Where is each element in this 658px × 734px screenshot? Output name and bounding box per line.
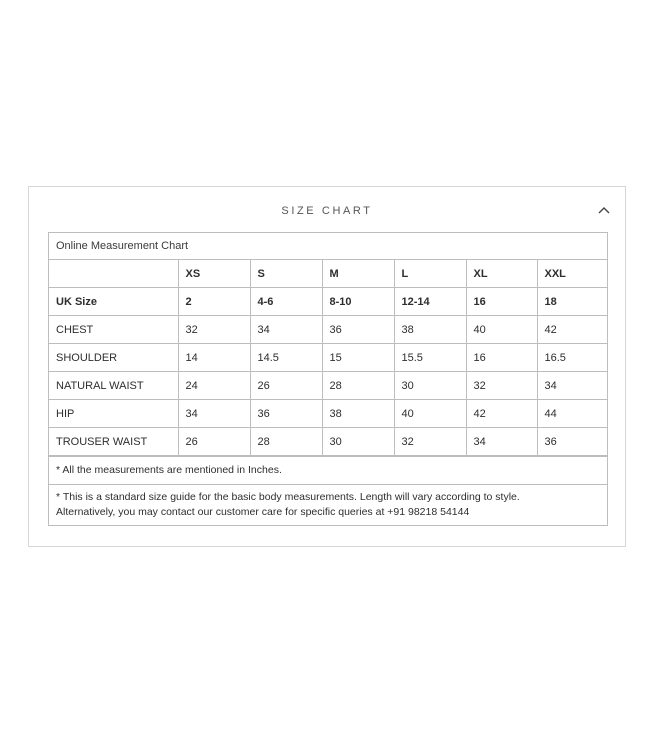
measurement-cell: 18 xyxy=(537,288,607,316)
measurement-cell: 42 xyxy=(537,316,607,344)
row-label-cell: NATURAL WAIST xyxy=(49,372,178,400)
size-guide-note xyxy=(49,484,607,525)
measurement-cell: 36 xyxy=(322,316,394,344)
chevron-up-icon xyxy=(595,201,613,219)
measurement-cell: 38 xyxy=(394,316,466,344)
measurement-cell: 24 xyxy=(178,372,250,400)
size-chart-panel xyxy=(28,186,626,547)
panel-title: SIZE CHART xyxy=(281,205,373,217)
measurement-cell: 14 xyxy=(178,344,250,372)
table-row xyxy=(49,316,607,344)
size-header-cell: XL xyxy=(466,260,537,288)
measurement-cell: 40 xyxy=(394,400,466,428)
measurement-cell: 28 xyxy=(250,428,322,456)
size-header-cell: S xyxy=(250,260,322,288)
measurement-cell: 36 xyxy=(537,428,607,456)
measurement-cell: 44 xyxy=(537,400,607,428)
measurement-cell: 32 xyxy=(466,372,537,400)
table-row xyxy=(49,344,607,372)
units-note: * All the measurements are mentioned in Inches. xyxy=(49,456,607,484)
measurement-cell: 32 xyxy=(394,428,466,456)
table-row xyxy=(49,288,607,316)
measurement-cell: 15 xyxy=(322,344,394,372)
chart-caption: Online Measurement Chart xyxy=(49,233,607,260)
measurement-cell: 15.5 xyxy=(394,344,466,372)
measurement-cell: 42 xyxy=(466,400,537,428)
measurement-cell: 34 xyxy=(537,372,607,400)
measurement-cell: 26 xyxy=(178,428,250,456)
measurement-cell: 16 xyxy=(466,288,537,316)
table-row xyxy=(49,428,607,456)
size-header-cell: M xyxy=(322,260,394,288)
measurement-cell: 36 xyxy=(250,400,322,428)
measurement-cell: 4-6 xyxy=(250,288,322,316)
measurement-cell: 12-14 xyxy=(394,288,466,316)
measurement-cell: 26 xyxy=(250,372,322,400)
measurement-cell: 32 xyxy=(178,316,250,344)
measurement-chart xyxy=(48,232,608,526)
row-label-cell: CHEST xyxy=(49,316,178,344)
measurement-cell: 40 xyxy=(466,316,537,344)
size-header-cell: XS xyxy=(178,260,250,288)
size-table xyxy=(49,260,607,456)
measurement-cell: 30 xyxy=(322,428,394,456)
measurement-cell: 34 xyxy=(178,400,250,428)
row-label-cell: SHOULDER xyxy=(49,344,178,372)
size-header-cell: L xyxy=(394,260,466,288)
collapse-button[interactable] xyxy=(595,201,613,219)
measurement-cell: 2 xyxy=(178,288,250,316)
row-label-cell: UK Size xyxy=(49,288,178,316)
size-guide-note-line-1: * This is a standard size guide for the basic body measurements. Length will vary according to style. xyxy=(56,491,520,503)
row-label-cell: TROUSER WAIST xyxy=(49,428,178,456)
size-guide-note-line-2: Alternatively, you may contact our customer care for specific queries at +91 98218 54144 xyxy=(56,506,470,518)
measurement-cell: 8-10 xyxy=(322,288,394,316)
measurement-cell: 28 xyxy=(322,372,394,400)
measurement-cell: 14.5 xyxy=(250,344,322,372)
size-header-cell: XXL xyxy=(537,260,607,288)
table-header-row xyxy=(49,260,607,288)
measurement-cell: 34 xyxy=(466,428,537,456)
measurement-cell: 38 xyxy=(322,400,394,428)
header-corner-cell xyxy=(49,260,178,288)
measurement-cell: 16 xyxy=(466,344,537,372)
measurement-cell: 34 xyxy=(250,316,322,344)
table-row xyxy=(49,372,607,400)
table-row xyxy=(49,400,607,428)
measurement-cell: 16.5 xyxy=(537,344,607,372)
row-label-cell: HIP xyxy=(49,400,178,428)
measurement-cell: 30 xyxy=(394,372,466,400)
